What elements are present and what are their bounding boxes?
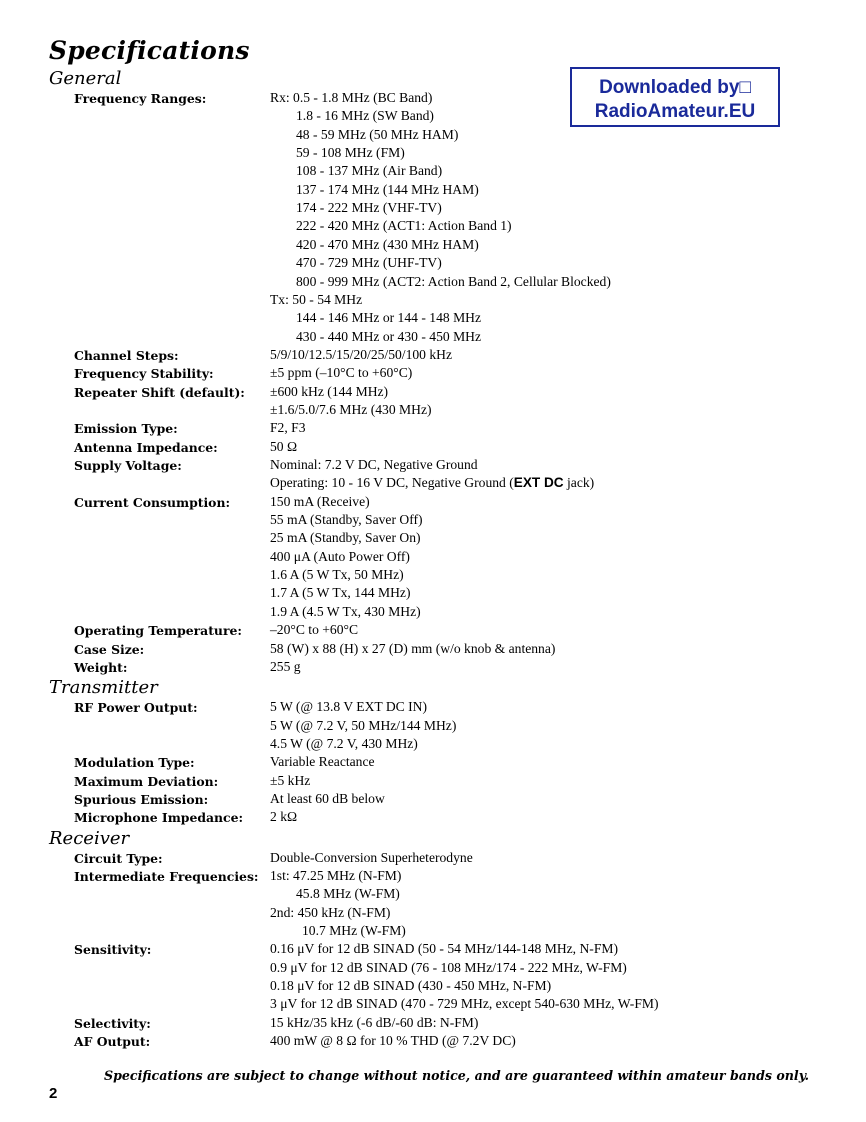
spec-value: 400 mW @ 8 Ω for 10 % THD (@ 7.2V DC) <box>270 1033 516 1049</box>
spec-value: ±600 kHz (144 MHz) <box>270 383 389 399</box>
page-number: 2 <box>49 1085 58 1102</box>
spec-label: Supply Voltage: <box>74 458 182 473</box>
spec-value: 1.9 A (4.5 W Tx, 430 MHz) <box>270 603 421 619</box>
spec-label: Current Consumption: <box>74 494 231 510</box>
spec-value: Tx: 50 - 54 MHz <box>270 291 363 307</box>
spec-label: Frequency Stability: <box>74 366 214 382</box>
watermark-line-1: Downloaded by□ <box>599 77 751 98</box>
spec-label: Frequency Ranges: <box>74 91 207 106</box>
spec-value: 15 kHz/35 kHz (-6 dB/-60 dB: N-FM) <box>270 1014 479 1030</box>
section-title-receiver: Receiver <box>49 827 130 849</box>
spec-label: Weight: <box>74 659 128 675</box>
spec-label: Selectivity: <box>74 1015 151 1031</box>
spec-label: Intermediate Frequencies: <box>74 869 259 884</box>
spec-value: 2nd: 450 kHz (N-FM) <box>270 904 391 920</box>
spec-label: Operating Temperature: <box>74 623 242 639</box>
spec-label: Microphone Impedance: <box>74 810 244 826</box>
spec-value: 108 - 137 MHz (Air Band) <box>296 163 443 179</box>
spec-value: Rx: 0.5 - 1.8 MHz (BC Band) <box>270 90 433 105</box>
download-watermark <box>570 67 780 127</box>
section-title-transmitter: Transmitter <box>49 677 158 699</box>
spec-value: Double-Conversion Superheterodyne <box>270 849 473 865</box>
spec-value: Nominal: 7.2 V DC, Negative Ground <box>270 457 478 472</box>
spec-value: 144 - 146 MHz or 144 - 148 MHz <box>296 310 482 326</box>
spec-value: 137 - 174 MHz (144 MHz HAM) <box>296 181 479 197</box>
spec-value: 470 - 729 MHz (UHF-TV) <box>296 255 442 271</box>
spec-value: 0.18 μV for 12 dB SINAD (430 - 450 MHz, N-FM) <box>270 978 552 994</box>
spec-label: Emission Type: <box>74 421 178 437</box>
spec-value: 174 - 222 MHz (VHF-TV) <box>296 200 442 216</box>
spec-value: 3 μV for 12 dB SINAD (470 - 729 MHz, except 540-630 MHz, W-FM) <box>270 996 659 1012</box>
spec-label: Circuit Type: <box>74 850 163 866</box>
spec-value: 0.16 μV for 12 dB SINAD (50 - 54 MHz/144-148 MHz, N-FM) <box>270 941 618 957</box>
spec-value: 420 - 470 MHz (430 MHz HAM) <box>296 236 479 252</box>
spec-value: 0.9 μV for 12 dB SINAD (76 - 108 MHz/174 - 222 MHz, W-FM) <box>270 959 627 975</box>
spec-value: 430 - 440 MHz or 430 - 450 MHz <box>296 328 482 344</box>
section-title-general: General <box>49 68 122 89</box>
spec-value: 55 mA (Standby, Saver Off) <box>270 512 423 528</box>
spec-value-suffix: jack) <box>563 475 595 491</box>
spec-value: 58 (W) x 88 (H) x 27 (D) mm (w/o knob & antenna) <box>270 640 556 656</box>
spec-value: 1st: 47.25 MHz (N-FM) <box>270 868 402 883</box>
spec-value: 45.8 MHz (W-FM) <box>296 886 400 902</box>
spec-label: Maximum Deviation: <box>74 773 219 789</box>
spec-value: 1.7 A (5 W Tx, 144 MHz) <box>270 585 411 601</box>
spec-value: 150 mA (Receive) <box>270 493 370 509</box>
spec-value: 25 mA (Standby, Saver On) <box>270 530 421 546</box>
spec-value: Variable Reactance <box>270 754 375 770</box>
spec-value: At least 60 dB below <box>270 790 385 806</box>
spec-label: Repeater Shift (default): <box>74 384 245 400</box>
spec-value: ±5 ppm (–10°C to +60°C) <box>270 365 413 381</box>
spec-value: 59 - 108 MHz (FM) <box>296 145 405 161</box>
spec-value: 1.8 - 16 MHz (SW Band) <box>296 108 434 124</box>
spec-label: Case Size: <box>74 641 145 657</box>
spec-value: 10.7 MHz (W-FM) <box>302 923 406 939</box>
spec-value: 4.5 W (@ 7.2 V, 430 MHz) <box>270 735 418 751</box>
page-title: Specifications <box>49 36 250 65</box>
spec-value-text: Operating: 10 - 16 V DC, Negative Ground ( <box>270 475 514 491</box>
spec-label: Spurious Emission: <box>74 791 209 807</box>
spec-value: 222 - 420 MHz (ACT1: Action Band 1) <box>296 218 512 234</box>
spec-value: 5 W (@ 13.8 V EXT DC IN) <box>270 699 428 715</box>
spec-value: ±5 kHz <box>270 772 311 788</box>
spec-label: Antenna Impedance: <box>74 439 218 455</box>
spec-value: 48 - 59 MHz (50 MHz HAM) <box>296 126 459 142</box>
spec-value: 50 Ω <box>270 438 298 454</box>
spec-value: –20°C to +60°C <box>270 622 359 638</box>
spec-label: RF Power Output: <box>74 700 198 716</box>
spec-value <box>270 475 594 491</box>
footnote: Specifications are subject to change without notice, and are guaranteed within amateur bands only. <box>104 1068 809 1083</box>
watermark-line-2: RadioAmateur.EU <box>594 101 756 122</box>
spec-value-emphasis: EXT DC <box>513 475 564 491</box>
spec-label: AF Output: <box>74 1034 151 1050</box>
spec-value: 400 μA (Auto Power Off) <box>270 548 410 564</box>
spec-value: 2 kΩ <box>270 809 298 825</box>
spec-label: Modulation Type: <box>74 755 195 771</box>
spec-label: Channel Steps: <box>74 347 179 363</box>
spec-value: 5/9/10/12.5/15/20/25/50/100 kHz <box>270 346 453 362</box>
spec-value: 800 - 999 MHz (ACT2: Action Band 2, Cellular Blocked) <box>296 273 611 289</box>
spec-value: 255 g <box>270 658 301 674</box>
spec-label: Sensitivity: <box>74 942 152 958</box>
spec-value: 5 W (@ 7.2 V, 50 MHz/144 MHz) <box>270 717 457 733</box>
spec-value: F2, F3 <box>270 420 306 436</box>
spec-value: ±1.6/5.0/7.6 MHz (430 MHz) <box>270 401 432 417</box>
spec-value: 1.6 A (5 W Tx, 50 MHz) <box>270 567 404 583</box>
